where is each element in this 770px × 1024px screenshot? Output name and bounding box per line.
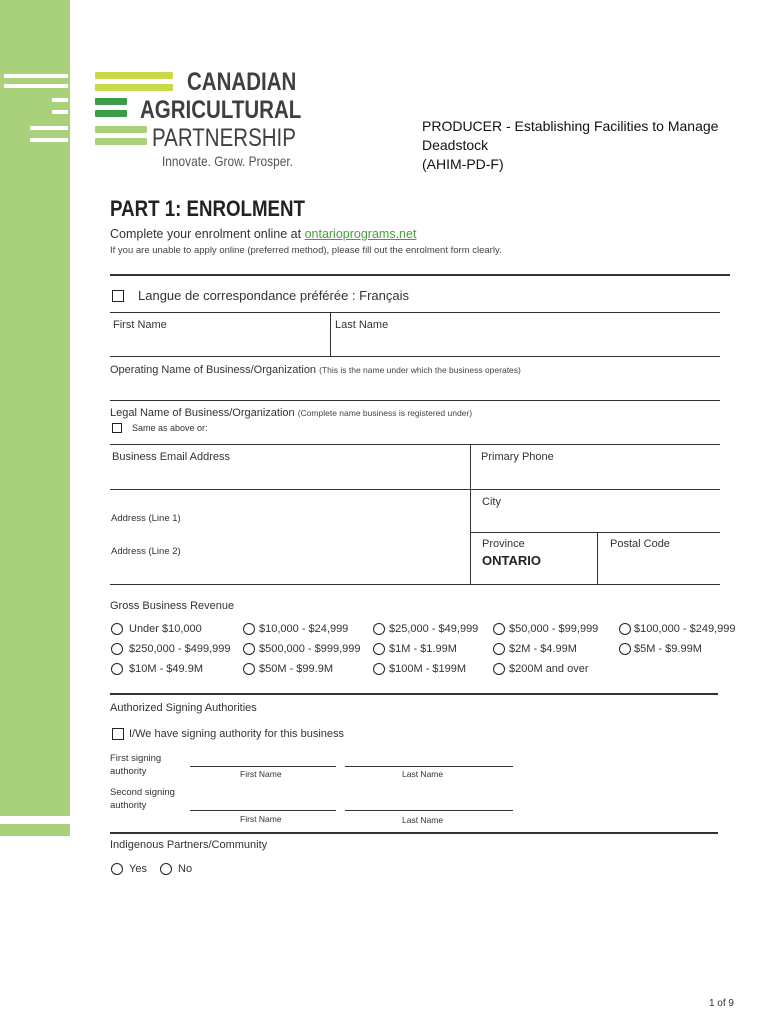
field-border [110, 400, 720, 401]
business-email-label: Business Email Address [112, 451, 230, 463]
logo-line-3: PARTNERSHIP [152, 124, 296, 152]
sidebar-stripe [4, 74, 68, 78]
city-label: City [482, 496, 501, 508]
part-title: PART 1: ENROLMENT [110, 196, 305, 221]
sidebar-stripe [52, 98, 68, 102]
indigenous-yes-label: Yes [129, 863, 147, 875]
signing-authority-checkbox-label: I/We have signing authority for this business [129, 728, 345, 740]
second-signer-last-name-line[interactable] [345, 810, 513, 811]
first-signer-last-name-label: Last Name [402, 769, 444, 779]
language-pref-checkbox[interactable] [112, 290, 124, 302]
revenue-radio[interactable] [373, 663, 385, 675]
operating-name-field[interactable] [110, 357, 720, 400]
ontarioprograms-link[interactable]: ontarioprograms.net [304, 227, 417, 241]
logo-stripe [95, 138, 147, 145]
signing-authorities-label: Authorized Signing Authorities [110, 702, 257, 714]
second-signing-authority-label [110, 786, 175, 812]
intro-text [110, 227, 416, 241]
decorative-sidebar-foot [0, 824, 70, 836]
revenue-option-label: $500,000 - $999,999 [259, 643, 361, 655]
logo-line-1: CANADIAN [187, 68, 297, 96]
same-as-above-label: Same as above or: [132, 423, 208, 433]
decorative-sidebar [0, 0, 70, 816]
first-signing-label-line-2: authority [110, 766, 147, 777]
first-signing-label-line-1: First signing [110, 753, 162, 764]
program-title [422, 117, 752, 174]
program-title-line-3: (AHIM-PD-F) [422, 156, 504, 172]
postal-code-field[interactable] [598, 533, 720, 584]
gross-revenue-label: Gross Business Revenue [110, 600, 235, 612]
revenue-radio[interactable] [619, 623, 631, 635]
logo-stripe [95, 98, 127, 105]
intro-subtext: If you are unable to apply online (preferred method), please fill out the enrolment form clearly. [110, 245, 502, 256]
logo-stripe [95, 110, 127, 117]
revenue-radio[interactable] [619, 643, 631, 655]
last-name-field[interactable] [331, 312, 720, 356]
sidebar-stripe [52, 110, 68, 114]
revenue-radio[interactable] [243, 643, 255, 655]
revenue-option-label: $50,000 - $99,999 [509, 623, 599, 635]
address-line-1-field[interactable] [110, 490, 470, 532]
province-value: ONTARIO [482, 553, 541, 568]
logo-line-2: AGRICULTURAL [140, 96, 302, 124]
revenue-option-label: $5M - $9.99M [634, 643, 702, 655]
legal-name-text: Legal Name of Business/Organization [110, 407, 295, 419]
revenue-radio[interactable] [493, 643, 505, 655]
same-as-above-checkbox[interactable] [112, 423, 122, 433]
program-title-line-2: Deadstock [422, 137, 489, 153]
indigenous-yes-radio[interactable] [111, 863, 123, 875]
postal-code-label: Postal Code [610, 538, 670, 550]
revenue-radio[interactable] [493, 663, 505, 675]
city-field[interactable] [471, 489, 720, 532]
program-title-line-1: PRODUCER - Establishing Facilities to Manage [422, 118, 719, 134]
logo-stripe [95, 84, 173, 91]
revenue-radio[interactable] [111, 623, 123, 635]
first-name-label: First Name [113, 319, 167, 331]
intro-prefix: Complete your enrolment online at [110, 227, 305, 241]
sidebar-stripe [4, 84, 68, 88]
indigenous-partners-label: Indigenous Partners/Community [110, 839, 268, 851]
revenue-option-label: $10,000 - $24,999 [259, 623, 349, 635]
revenue-radio[interactable] [111, 663, 123, 675]
revenue-option-label: $25,000 - $49,999 [389, 623, 479, 635]
page-number: 1 of 9 [708, 998, 734, 1009]
operating-name-text: Operating Name of Business/Organization [110, 364, 317, 376]
operating-name-note: (This is the name under which the business operates) [319, 365, 521, 375]
revenue-radio[interactable] [243, 623, 255, 635]
section-divider [110, 832, 718, 834]
province-label: Province [482, 538, 525, 550]
revenue-option-label: $100M - $199M [389, 663, 467, 675]
second-signer-first-name-line[interactable] [190, 810, 336, 811]
revenue-option-label: $250,000 - $499,999 [129, 643, 231, 655]
revenue-radio[interactable] [111, 643, 123, 655]
revenue-option-label: $1M - $1.99M [389, 643, 457, 655]
revenue-radio[interactable] [243, 663, 255, 675]
section-divider [110, 693, 718, 695]
first-signer-first-name-line[interactable] [190, 766, 336, 767]
legal-name-label [110, 407, 472, 419]
second-signer-first-name-label: First Name [240, 814, 282, 824]
revenue-radio[interactable] [373, 623, 385, 635]
revenue-option-label: $50M - $99.9M [259, 663, 333, 675]
last-name-label: Last Name [335, 319, 389, 331]
legal-name-note: (Complete name business is registered under) [297, 408, 473, 418]
field-border [110, 584, 720, 585]
first-name-field[interactable] [110, 312, 330, 356]
language-pref-label: Langue de correspondance préférée : Français [138, 288, 410, 303]
revenue-option-label: $2M - $4.99M [509, 643, 577, 655]
logo-tagline: Innovate. Grow. Prosper. [162, 153, 293, 169]
first-signing-authority-label [110, 752, 161, 778]
first-signer-last-name-line[interactable] [345, 766, 513, 767]
logo-stripe [95, 126, 147, 133]
section-divider [110, 274, 730, 276]
second-signing-label-line-1: Second signing [110, 787, 175, 798]
revenue-option-label: $100,000 - $249,999 [634, 623, 736, 635]
revenue-option-label: $10M - $49.9M [129, 663, 203, 675]
sidebar-stripe [30, 126, 68, 130]
primary-phone-label: Primary Phone [481, 451, 554, 463]
indigenous-no-radio[interactable] [160, 863, 172, 875]
revenue-radio[interactable] [493, 623, 505, 635]
address-line-1-label: Address (Line 1) [111, 513, 181, 524]
sidebar-stripe [30, 138, 68, 142]
signing-authority-checkbox[interactable] [112, 728, 124, 740]
second-signer-last-name-label: Last Name [402, 815, 444, 825]
address-line-2-label: Address (Line 2) [111, 546, 181, 557]
primary-phone-field[interactable] [471, 444, 720, 489]
indigenous-no-label: No [178, 863, 193, 875]
revenue-option-label: $200M and over [509, 663, 589, 675]
address-line-2-field[interactable] [110, 533, 470, 584]
revenue-option-label: Under $10,000 [129, 623, 202, 635]
first-signer-first-name-label: First Name [240, 769, 282, 779]
second-signing-label-line-2: authority [110, 800, 147, 811]
revenue-radio[interactable] [373, 643, 385, 655]
logo-stripe [95, 72, 173, 79]
business-email-field[interactable] [110, 444, 470, 489]
